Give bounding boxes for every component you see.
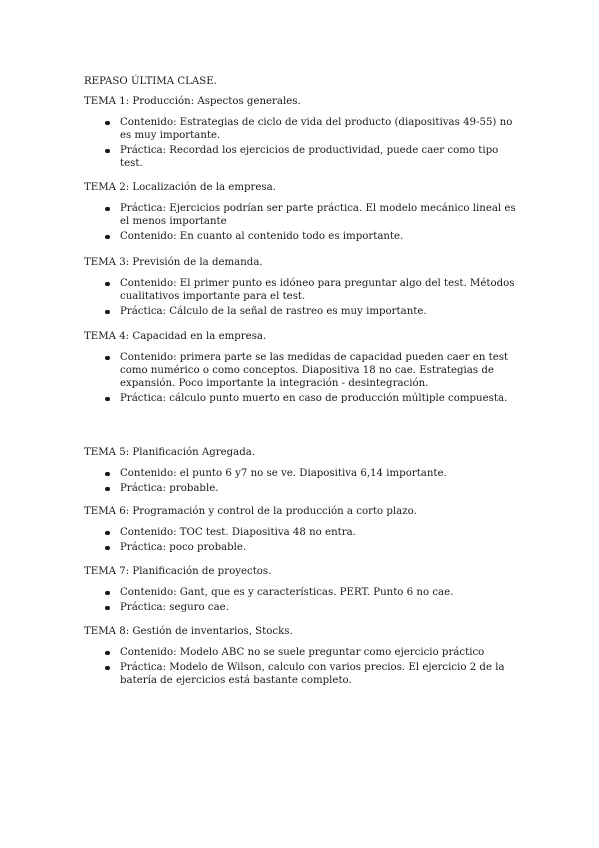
list-item: Contenido: El primer punto es idóneo para preguntar algo del test. Métodos cualitativos importante para el test.	[84, 277, 520, 303]
list-item: Práctica: poco probable.	[84, 541, 520, 554]
list-item: Práctica: seguro cae.	[84, 601, 520, 614]
tema-heading: TEMA 5: Planificación Agregada.	[84, 447, 256, 458]
list-item: Contenido: TOC test. Diapositiva 48 no entra.	[84, 526, 520, 539]
tema-8-section	[84, 625, 524, 689]
tema-heading: TEMA 7: Planificación de proyectos.	[84, 566, 272, 577]
list-item: Práctica: Ejercicios podrían ser parte práctica. El modelo mecánico lineal es el menos importante	[84, 202, 520, 228]
document-title: REPASO ÚLTIMA CLASE.	[84, 76, 217, 87]
tema-heading: TEMA 8: Gestión de inventarios, Stocks.	[84, 626, 293, 637]
list-item: Práctica: Cálculo de la señal de rastreo es muy importante.	[84, 305, 520, 318]
tema-heading: TEMA 1: Producción: Aspectos generales.	[84, 96, 301, 107]
tema-heading: TEMA 6: Programación y control de la producción a corto plazo.	[84, 506, 417, 517]
list-item: Práctica: Modelo de Wilson, calculo con varios precios. El ejercicio 2 de la batería de ejercicios está bastante completo.	[84, 661, 520, 687]
tema-heading: TEMA 3: Previsión de la demanda.	[84, 257, 263, 268]
tema-1-section	[84, 95, 524, 172]
tema-item-list	[84, 351, 524, 405]
tema-3-section	[84, 256, 524, 320]
tema-heading: TEMA 2: Localización de la empresa.	[84, 182, 276, 193]
tema-4-section	[84, 330, 524, 407]
tema-2-section	[84, 181, 524, 245]
tema-item-list	[84, 467, 524, 495]
list-item: Contenido: primera parte se las medidas de capacidad pueden caer en test como numérico o como conceptos. Diapositiva 18 no cae. Estrategias de expansión. Poco importante la integración - desintegración.	[84, 351, 520, 390]
list-item: Contenido: Gant, que es y características. PERT. Punto 6 no cae.	[84, 586, 520, 599]
list-item: Contenido: En cuanto al contenido todo es importante.	[84, 230, 520, 243]
list-item: Contenido: Modelo ABC no se suele preguntar como ejercicio práctico	[84, 646, 520, 659]
tema-item-list	[84, 526, 524, 554]
tema-item-list	[84, 202, 524, 243]
list-item: Práctica: probable.	[84, 482, 520, 495]
tema-heading: TEMA 4: Capacidad en la empresa.	[84, 331, 267, 342]
tema-item-list	[84, 116, 524, 170]
tema-item-list	[84, 586, 524, 614]
list-item: Contenido: Estrategias de ciclo de vida del producto (diapositivas 49-55) no es muy importante.	[84, 116, 520, 142]
tema-5-section	[84, 446, 524, 497]
list-item: Contenido: el punto 6 y7 no se ve. Diapositiva 6,14 importante.	[84, 467, 520, 480]
tema-item-list	[84, 277, 524, 318]
tema-item-list	[84, 646, 524, 687]
tema-7-section	[84, 565, 524, 616]
tema-6-section	[84, 505, 524, 556]
list-item: Práctica: Recordad los ejercicios de productividad, puede caer como tipo test.	[84, 144, 520, 170]
list-item: Práctica: cálculo punto muerto en caso de producción múltiple compuesta.	[84, 392, 520, 405]
